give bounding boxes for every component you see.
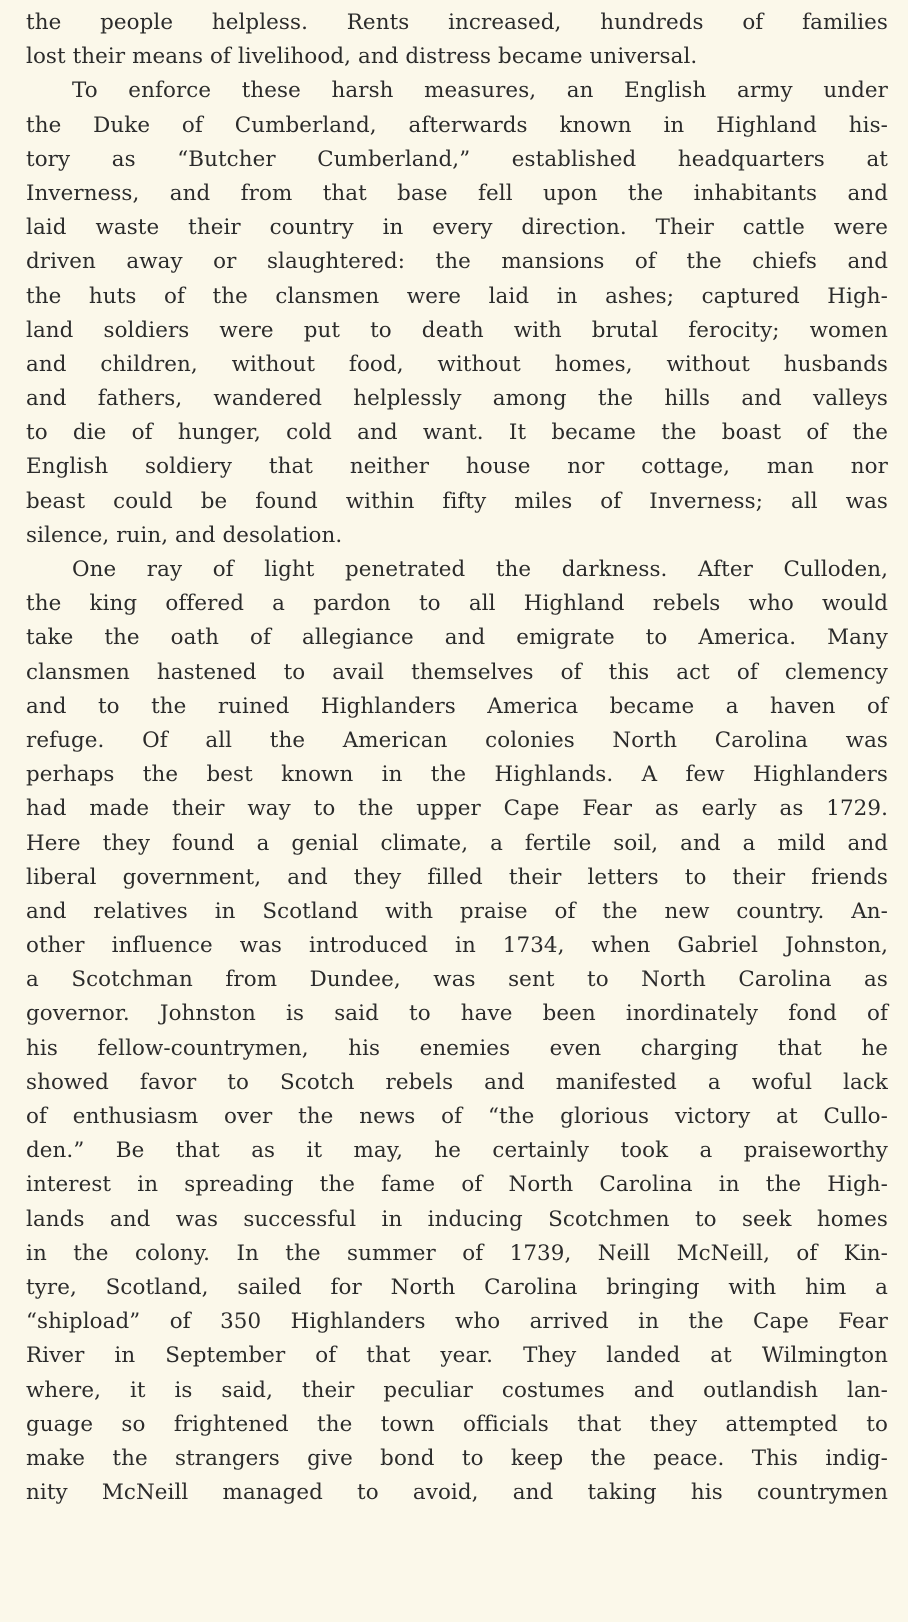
text-line: a Scotchman from Dundee, was sent to North Carolina as	[26, 967, 888, 993]
text-line: and relatives in Scotland with praise of the new country. An-	[26, 898, 888, 924]
text-line: English soldiery that neither house nor cottage, man nor	[26, 454, 888, 480]
text-line: the king offered a pardon to all Highland rebels who would	[26, 591, 888, 617]
text-line: laid waste their country in every direction. Their cattle were	[26, 215, 888, 241]
text-line: silence, ruin, and desolation.	[26, 522, 343, 548]
text-line: driven away or slaughtered: the mansions of the chiefs and	[26, 249, 888, 275]
text-line: River in September of that year. They landed at Wilmington	[26, 1343, 888, 1369]
text-line: where, it is said, their peculiar costumes and outlandish lan-	[26, 1377, 888, 1403]
text-line: and children, without food, without homes, without husbands	[26, 351, 888, 377]
text-line: and fathers, wandered helplessly among the hills and valleys	[26, 386, 888, 412]
text-line: “shipload” of 350 Highlanders who arrived in the Cape Fear	[26, 1309, 888, 1335]
text-line: To enforce these harsh measures, an English army under	[72, 78, 888, 104]
text-line: lands and was successful in inducing Scotchmen to seek homes	[26, 1206, 888, 1232]
text-line: refuge. Of all the American colonies North Carolina was	[26, 727, 888, 753]
text-line: other influence was introduced in 1734, when Gabriel Johnston,	[26, 933, 888, 959]
text-line: make the strangers give bond to keep the peace. This indig-	[26, 1445, 888, 1471]
text-line: den.” Be that as it may, he certainly took a praiseworthy	[26, 1138, 888, 1164]
text-line: One ray of light penetrated the darkness. After Culloden,	[72, 557, 888, 582]
text-line: nity McNeill managed to avoid, and taking his countrymen	[26, 1480, 888, 1506]
text-line: to die of hunger, cold and want. It became the boast of the	[26, 420, 888, 446]
text-line: governor. Johnston is said to have been inordinately fond of	[26, 1001, 888, 1027]
text-line: perhaps the best known in the Highlands. A few Highlanders	[26, 762, 888, 788]
text-line: the Duke of Cumberland, afterwards known in Highland his-	[26, 112, 888, 138]
text-line: showed favor to Scotch rebels and manifested a woful lack	[26, 1069, 888, 1095]
text-line: in the colony. In the summer of 1739, Neill McNeill, of Kin-	[26, 1240, 888, 1266]
text-line: the people helpless. Rents increased, hundreds of families	[26, 10, 888, 35]
text-line: tory as “Butcher Cumberland,” established headquarters at	[26, 146, 888, 172]
text-line: and to the ruined Highlanders America became a haven of	[26, 693, 888, 719]
text-line: take the oath of allegiance and emigrate to America. Many	[26, 625, 888, 651]
text-line: guage so frightened the town officials that they attempted to	[26, 1411, 888, 1437]
text-line: beast could be found within fifty miles of Inverness; all was	[26, 488, 888, 514]
text-line: land soldiers were put to death with brutal ferocity; women	[26, 317, 888, 343]
text-line: liberal government, and they filled their letters to their friends	[26, 864, 888, 890]
text-line: the huts of the clansmen were laid in ashes; captured High-	[26, 283, 888, 309]
text-line: had made their way to the upper Cape Fear as early as 1729.	[26, 796, 888, 822]
text-line: his fellow-countrymen, his enemies even charging that he	[26, 1035, 888, 1061]
text-line: lost their means of livelihood, and distress became universal.	[26, 44, 698, 70]
body-text	[26, 6, 888, 1510]
text-line: Inverness, and from that base fell upon the inhabitants and	[26, 180, 888, 206]
text-line: tyre, Scotland, sailed for North Carolina bringing with him a	[26, 1274, 888, 1300]
text-line: of enthusiasm over the news of “the glorious victory at Cullo-	[26, 1104, 888, 1129]
text-line: Here they found a genial climate, a fertile soil, and a mild and	[26, 830, 888, 856]
text-line: interest in spreading the fame of North Carolina in the High-	[26, 1172, 888, 1198]
text-line: clansmen hastened to avail themselves of this act of clemency	[26, 659, 888, 685]
